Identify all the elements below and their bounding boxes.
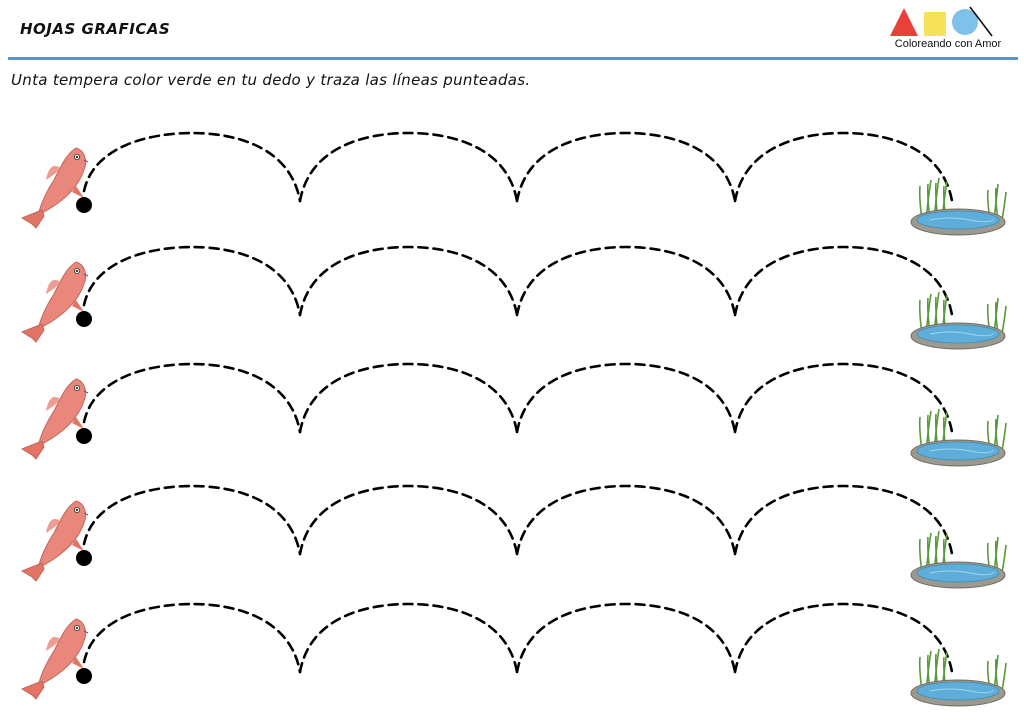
tracing-row: [22, 486, 1006, 588]
start-dot: [76, 311, 92, 327]
fish-icon: [22, 619, 88, 699]
logo-text: Coloreando con Amor: [894, 38, 1002, 50]
pond-icon: [911, 531, 1006, 588]
dotted-arch[interactable]: [84, 364, 300, 432]
dotted-arch[interactable]: [300, 133, 517, 201]
dotted-arch[interactable]: [84, 604, 300, 672]
start-dot: [76, 550, 92, 566]
page-title: HOJAS GRAFICAS: [20, 20, 171, 38]
dotted-arch[interactable]: [84, 486, 300, 554]
dotted-arch[interactable]: [517, 133, 735, 201]
dotted-arch[interactable]: [517, 486, 735, 554]
fish-icon: [22, 379, 88, 459]
dotted-arch[interactable]: [300, 486, 517, 554]
tracing-row: [22, 247, 1006, 349]
dotted-arch[interactable]: [300, 247, 517, 315]
start-dot: [76, 668, 92, 684]
fish-icon: [22, 501, 88, 581]
fish-icon: [22, 262, 88, 342]
dotted-arch[interactable]: [300, 604, 517, 672]
dotted-arch[interactable]: [517, 364, 735, 432]
pond-icon: [911, 649, 1006, 706]
start-dot: [76, 197, 92, 213]
pond-icon: [911, 292, 1006, 349]
dotted-arch[interactable]: [84, 133, 300, 201]
tracing-row: [22, 133, 1006, 235]
dotted-arch[interactable]: [300, 364, 517, 432]
tracing-row: [22, 364, 1006, 466]
pond-icon: [911, 178, 1006, 235]
tracing-row: [22, 604, 1006, 706]
dotted-arch[interactable]: [517, 247, 735, 315]
instruction-text: Unta tempera color verde en tu dedo y traza las líneas punteadas.: [11, 71, 531, 89]
dotted-arch[interactable]: [84, 247, 300, 315]
start-dot: [76, 428, 92, 444]
fish-icon: [22, 148, 88, 228]
pond-icon: [911, 409, 1006, 466]
dotted-arch[interactable]: [517, 604, 735, 672]
